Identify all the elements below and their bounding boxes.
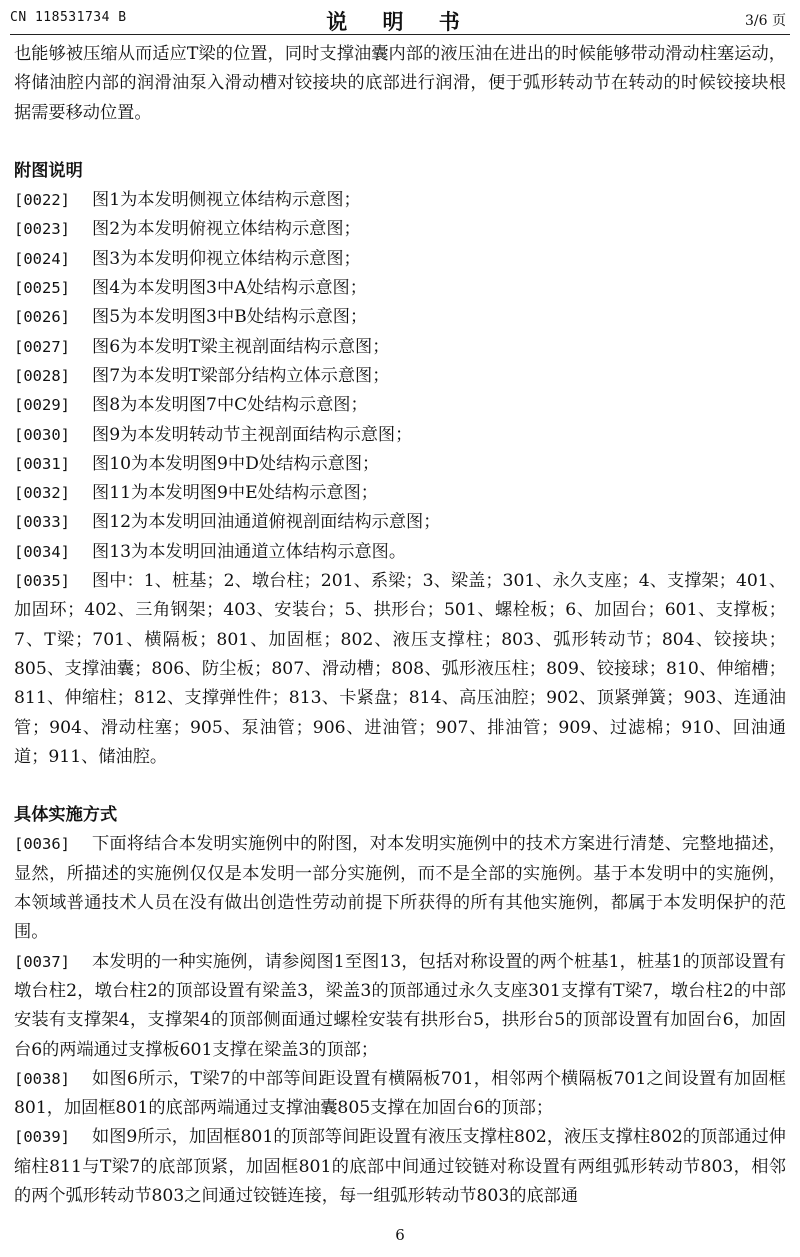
paragraph-number: [0027] [14,337,70,356]
paragraph-number: [0033] [14,513,70,532]
figure-description: 图11为本发明图9中E处结构示意图； [92,483,378,504]
page-header [10,6,790,32]
reference-legend [14,567,786,772]
embodiment-paragraph [14,948,786,1065]
paragraph-number: [0031] [14,454,70,473]
figure-item [14,274,786,303]
paragraph-number: [0032] [14,484,70,503]
paragraph-number: [0024] [14,249,70,268]
paragraph-text: 本发明的一种实施例，请参阅图1至图13，包括对称设置的两个桩基1，桩基1的顶部设置有墩台柱2，墩台柱2的顶部设置有梁盖3，梁盖3的顶部通过永久支座301支撑有T梁7，墩台柱2的中部安装有支撑架4，支撑架4的顶部侧面通过螺栓安装有拱形台5，拱形台5的顶部设置有加固台6，加固台6的两端通过支撑板601支撑在梁盖3的顶部； [14,951,786,1060]
paragraph-number: [0029] [14,396,70,415]
figure-item [14,245,786,274]
paragraph-number: [0038] [14,1069,70,1088]
paragraph-number: [0025] [14,279,70,298]
section-spacer [14,772,786,801]
embodiment-section-heading: 具体实施方式 [14,805,118,826]
document-title: 说 明 书 [326,9,474,34]
figure-description: 图4为本发明图3中A处结构示意图； [92,278,367,299]
figure-item [14,362,786,391]
figure-description: 图2为本发明俯视立体结构示意图； [92,219,361,240]
document-body [14,40,786,1211]
figure-description: 图12为本发明回油通道俯视剖面结构示意图； [92,512,441,533]
figure-description: 图8为本发明图7中C处结构示意图； [92,395,368,416]
figure-item [14,421,786,450]
paragraph-text: 如图9所示，加固框801的顶部等间距设置有液压支撑柱802，液压支撑柱802的顶部通过伸缩柱811与T梁7的底部顶紧，加固框801的底部中间通过铰链对称设置有两组弧形转动节803，相邻的两个弧形转动节803之间通过铰链连接，每一组弧形转动节803的底部通 [14,1127,786,1206]
figure-item [14,333,786,362]
figure-item [14,215,786,244]
paragraph-number: [0039] [14,1128,70,1147]
figure-list [14,186,786,772]
figure-item [14,303,786,332]
paragraph-text: 如图6所示，T梁7的中部等间距设置有横隔板701，相邻两个横隔板701之间设置有加固框801，加固框801的底部两端通过支撑油囊805支撑在加固台6的顶部； [14,1068,786,1119]
page-indicator: 3/6 页 [745,13,786,29]
paragraph-text: 下面将结合本发明实施例中的附图，对本发明实施例中的技术方案进行清楚、完整地描述，显然，所描述的实施例仅仅是本发明一部分实施例，而不是全部的实施例。基于本发明中的实施例，本领域普通技术人员在没有做出创造性劳动前提下所获得的所有其他实施例，都属于本发明保护的范围。 [14,834,786,943]
paragraph-number: [0028] [14,366,70,385]
paragraph-number: [0022] [14,191,70,210]
embodiment-paragraph [14,1065,786,1124]
header-divider [10,34,790,35]
patent-number: CN 118531734 B [10,10,127,25]
figures-section-heading: 附图说明 [14,160,83,181]
embodiment-paragraph [14,830,786,947]
intro-paragraph: 也能够被压缩从而适应T梁的位置，同时支撑油囊内部的液压油在进出的时候能够带动滑动柱塞运动，将储油腔内部的润滑油泵入滑动槽对铰接块的底部进行润滑，便于弧形转动节在转动的时候铰接块根据需要移动位置。 [14,44,786,123]
section-spacer [14,128,786,157]
figure-item [14,186,786,215]
figure-item [14,450,786,479]
paragraph-number: [0035] [14,572,70,591]
figure-item [14,538,786,567]
figure-description: 图9为本发明转动节主视剖面结构示意图； [92,424,413,445]
figure-item [14,391,786,420]
figure-description: 图13为本发明回油通道立体结构示意图。 [92,541,407,562]
paragraph-number: [0026] [14,308,70,327]
figure-item [14,479,786,508]
reference-legend-text: 图中：1、桩基；2、墩台柱；201、系梁；3、梁盖；301、永久支座；4、支撑架；401、加固环；402、三角钢架；403、安装台；5、拱形台；501、螺栓板；6、加固台；601、支撑板；7、T梁；701、横隔板；801、加固框；802、液压支撑柱；803、弧形转动节；804、铰接块；805、支撑油囊；806、防尘板；807、滑动槽；808、弧形液压柱；809、铰接球；810、伸缩槽；811、伸缩柱；812、支撑弹性件；813、卡紧盘；814、高压油腔；902、顶紧弹簧；903、连通油管；904、滑动柱塞；905、泵油管；906、进油管；907、排油管；909、过滤棉；910、回油通道；911、储油腔。 [14,571,786,767]
figure-description: 图5为本发明图3中B处结构示意图； [92,307,368,328]
paragraph-number: [0037] [14,952,70,971]
page-number: 6 [395,1226,405,1244]
paragraph-number: [0036] [14,835,70,854]
figure-description: 图10为本发明图9中D处结构示意图； [92,453,380,474]
figure-description: 图7为本发明T梁部分结构立体示意图； [92,365,390,386]
embodiment-paragraph [14,1123,786,1211]
figure-description: 图1为本发明侧视立体结构示意图； [92,190,361,211]
figure-description: 图6为本发明T梁主视剖面结构示意图； [92,336,390,357]
figure-item [14,508,786,537]
figure-description: 图3为本发明仰视立体结构示意图； [92,248,361,269]
paragraph-number: [0034] [14,542,70,561]
paragraph-number: [0030] [14,425,70,444]
paragraph-number: [0023] [14,220,70,239]
